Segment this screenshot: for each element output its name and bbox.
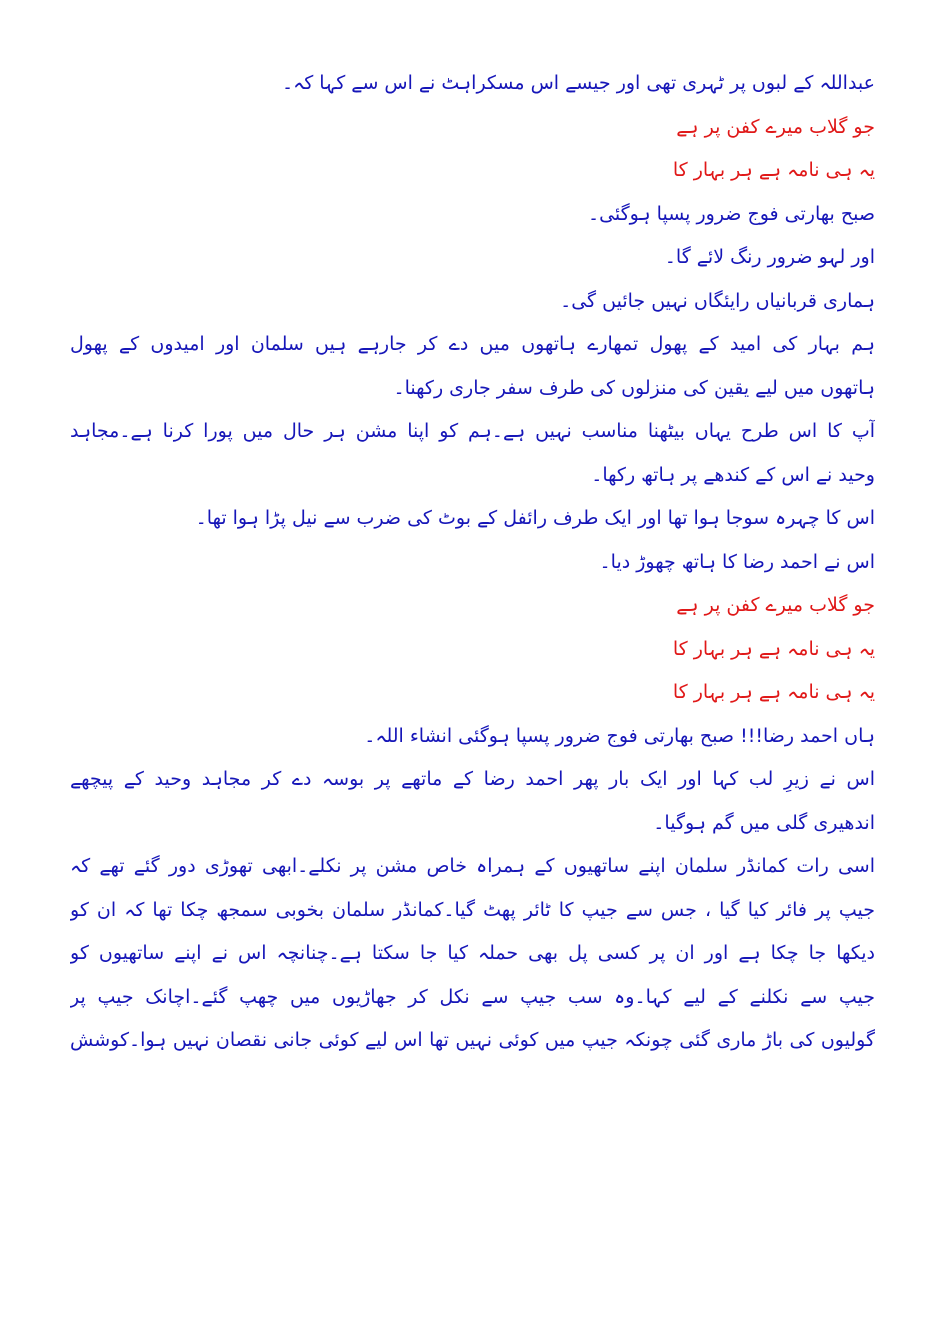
text-line: عبداللہ کے لبوں پر ٹہری تھی اور جیسے اس مسکراہٹ نے اس سے کہا کہ۔ [281,72,875,94]
text-line: اس نے احمد رضا کا ہاتھ چھوڑ دیا۔ [599,550,875,573]
text-line: اس کا چہرہ سوجا ہوا تھا اور ایک طرف رائفل کے بوٹ کی ضرب سے نیل پڑا ہوا تھا۔ [195,507,875,529]
text-line: وحید نے اس کے کندھے پر ہاتھ رکھا۔ [591,463,875,486]
text-line: آپ کا اس طرح یہاں بیٹھنا مناسب نہیں ہے۔ہم کو اپنا مشن ہر حال میں پورا کرنا ہے۔مجاہد [70,420,875,442]
text-line: ہاتھوں میں لیے یقین کی منزلوں کی طرف سفر جاری رکھنا۔ [393,376,875,399]
verse-line: جو گلاب میرے کفن پر ہے [676,594,875,616]
text-line: اور لہو ضرور رنگ لائے گا۔ [664,246,875,268]
text-line: جیپ سے نکلنے کے لیے کہا۔وہ سب جیپ سے نکل کر جھاڑیوں میں چھپ گئے۔اچانک جیپ پر [70,985,875,1008]
verse-line: یہ ہی نامہ ہے ہر بہار کا [672,637,875,660]
verse-line: یہ ہی نامہ ہے ہر بہار کا [672,159,875,181]
text-line: گولیوں کی باڑ ماری گئی چونکہ جیپ میں کوئی نہیں تھا اس لیے کوئی جانی نقصان نہیں ہوا۔کوشش [70,1029,875,1051]
text-line: اندھیری گلی میں گم ہوگیا۔ [653,811,875,834]
text-line: ہماری قربانیاں رایئگاں نہیں جائیں گی۔ [560,289,875,312]
text-line: ہم بہار کی امید کے پھول تمھارے ہاتھوں میں دے کر جارہے ہیں سلمان اور امیدوں کے پھول [70,333,875,355]
verse-line: یہ ہی نامہ ہے ہر بہار کا [672,681,875,703]
text-line: جیپ پر فائر کیا گیا ، جس سے جیپ کا ٹائر پھٹ گیا۔کمانڈر سلمان بخوبی سمجھ چکا تھا کہ ان کو [70,898,875,921]
text-line: صبح بھارتی فوج ضرور پسپا ہوگئی۔ [587,202,875,225]
text-line: اس نے زیرِ لب کہا اور ایک بار پھر احمد رضا کے ماتھے پر بوسہ دے کر مجاہد وحید کے پیچھے [70,768,875,790]
text-line: ہاں احمد رضا!!! صبح بھارتی فوج ضرور پسپا ہوگئی انشاء اللہ۔ [364,724,875,747]
text-line: دیکھا جا چکا ہے اور ان پر کسی پل بھی حملہ کیا جا سکتا ہے۔چنانچہ اس نے اپنے ساتھیوں کو [70,942,875,964]
document-page [70,62,875,1302]
text-line: اسی رات کمانڈر سلمان اپنے ساتھیوں کے ہمراہ خاص مشن پر نکلے۔ابھی تھوڑی دور گئے تھے کہ [70,855,875,877]
verse-line: جو گلاب میرے کفن پر ہے [676,115,875,138]
